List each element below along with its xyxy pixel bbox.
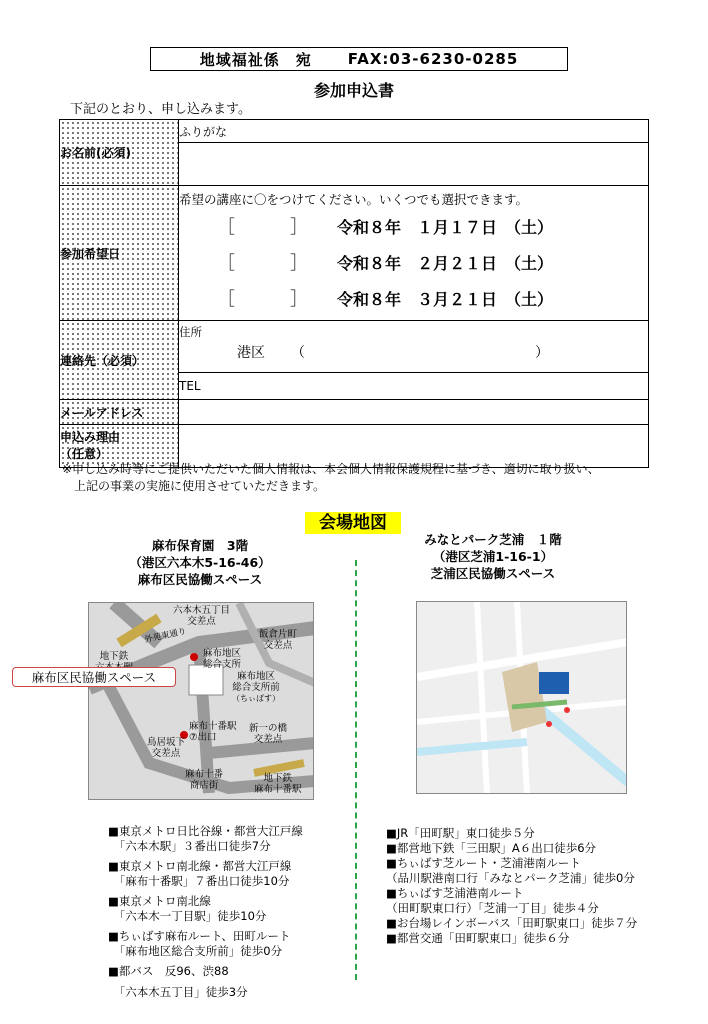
application-form	[59, 119, 649, 468]
access-line: （田町駅東口行）「芝浦一丁目」徒歩４分	[386, 901, 599, 915]
paren-open: （	[291, 345, 305, 361]
contact-label-cell	[60, 321, 179, 400]
course-option-1[interactable]	[179, 208, 648, 244]
reason-optional: （任意）	[60, 447, 109, 461]
access-line: ■ちぃばす芝ルート・芝浦港南ルート	[386, 856, 581, 870]
furigana-field[interactable]	[179, 120, 649, 143]
access-line: ■東京メトロ南北線・都営大江戸線	[108, 859, 292, 873]
date-label: 参加希望日	[60, 246, 121, 261]
access-line: ■お台場レインボーバス「田町駅東口」徒歩７分	[386, 916, 638, 930]
intro-text: 下記のとおり、申し込みます。	[70, 102, 251, 117]
left-access-list	[108, 824, 348, 1000]
access-line: ■ちぃばす麻布ルート、田町ルート	[108, 929, 291, 943]
ward-text: 港区	[237, 345, 265, 361]
access-line: ■都営地下鉄「三田駅」A６出口徒歩6分	[386, 841, 597, 855]
access-line: ■JR「田町駅」東口徒歩５分	[386, 826, 535, 840]
map-label-azabujuban: 麻布十番駅 ⑦出口	[189, 721, 237, 743]
access-line: 「麻布十番駅」７番出口徒歩10分	[108, 874, 290, 888]
bracket-close: ］	[290, 217, 308, 238]
map-label-toriizaka: 鳥居坂下 交差点	[147, 737, 186, 759]
map-label-gaien: 外苑東通り	[143, 626, 188, 646]
access-line: ■ちぃばす芝浦港南ルート	[386, 886, 524, 900]
name-label-cell	[60, 120, 179, 186]
furigana-label: ふりがな	[179, 124, 228, 139]
email-label-cell	[60, 400, 179, 425]
access-line: 「六本木五丁目」徒歩3分	[108, 985, 248, 999]
map-label-shotengai: 麻布十番 商店街	[185, 769, 224, 791]
date-field	[179, 186, 649, 321]
date-label-cell	[60, 186, 179, 321]
name-field[interactable]	[179, 143, 649, 186]
email-field[interactable]	[179, 400, 649, 425]
address-label: 住所	[179, 325, 202, 339]
right-venue-space: 芝浦区民協働スペース	[430, 566, 556, 581]
access-line: ■東京メトロ日比谷線・都営大江戸線	[108, 824, 303, 838]
access-line: ■東京メトロ南北線	[108, 894, 211, 908]
bracket-open: ［	[217, 253, 235, 274]
address-field[interactable]	[179, 321, 649, 373]
bracket-open: ［	[217, 289, 235, 310]
access-line: （品川駅港南口行「みなとパーク芝浦」徒歩0分	[386, 871, 635, 885]
privacy-note	[62, 461, 600, 495]
bracket-open: ［	[217, 217, 235, 238]
venue-callout: 麻布区民協働スペース	[12, 667, 176, 687]
access-line: 「六本木一丁目駅」徒歩10分	[108, 909, 267, 923]
course-option-2[interactable]	[179, 244, 648, 280]
left-venue-address: （港区六本木5-16-46）	[129, 555, 271, 570]
map-label-shinichi: 新一の橋 交差点	[249, 723, 288, 745]
reason-label: 申込み理由	[60, 430, 121, 444]
left-map	[88, 602, 314, 800]
name-label: お名前(必須)	[60, 146, 131, 160]
paren-close: ）	[535, 345, 549, 361]
fax-number: FAX:03-6230-0285	[347, 50, 519, 68]
date-instruction: 希望の講座に〇をつけてください。いくつでも選択できます。	[179, 192, 529, 207]
map-label-iikura: 飯倉片町 交差点	[259, 629, 298, 651]
left-venue-name: 麻布保育園 3階	[151, 538, 249, 553]
access-line: ■都バス 反96、渋88	[108, 964, 229, 978]
map-label-azabu-branch: 麻布地区 総合支所	[203, 648, 242, 670]
fax-header	[150, 47, 568, 71]
tel-field[interactable]	[179, 373, 649, 400]
map-label-roppongi-station: 地下鉄	[99, 651, 129, 662]
right-map	[416, 601, 627, 794]
left-venue-space: 麻布区民協働スペース	[137, 572, 263, 587]
course-date-3: 令和８年 ３月２１日 （土）	[337, 289, 554, 309]
map-label-roppongi5: 六本木五丁目 交差点	[173, 605, 231, 627]
left-venue-heading	[90, 537, 310, 588]
access-line: 「六本木駅」３番出口徒歩7分	[108, 839, 271, 853]
right-venue-name: みなとパーク芝浦 １階	[424, 532, 562, 547]
bracket-close: ］	[290, 253, 308, 274]
tel-label: TEL	[179, 379, 201, 393]
right-access-list	[386, 826, 686, 946]
course-option-3[interactable]	[179, 280, 648, 316]
map-label-azabu-stop: 麻布地区 総合支所前 （ちぃばす）	[232, 671, 280, 703]
email-label: メールアドレス	[60, 405, 144, 420]
privacy-note-line1: ※申し込み時等にご提供いただいた個人情報は、本会個人情報保護規程に基づき、適切に取り扱い、	[62, 462, 600, 476]
access-line: ■都営交通「田町駅東口」徒歩６分	[386, 931, 570, 945]
access-line: 「麻布地区総合支所前」徒歩0分	[108, 944, 283, 958]
right-map-graphic	[417, 602, 627, 794]
privacy-note-line2: 上記の事業の実施に使用させていただきます。	[74, 479, 326, 493]
course-date-1: 令和８年 １月１７日 （土）	[337, 217, 554, 237]
course-date-2: 令和８年 ２月２１日 （土）	[337, 253, 554, 273]
column-divider	[355, 560, 357, 980]
page-title: 参加申込書	[313, 81, 394, 100]
map-label-juban-station: 地下鉄 麻布十番駅	[254, 773, 302, 795]
right-venue-address: （港区芝浦1-16-1）	[432, 549, 554, 564]
recipient: 地域福祉係 宛	[199, 50, 312, 69]
contact-label: 連絡先（必須）	[60, 353, 145, 368]
map-section-title: 会場地図	[305, 512, 401, 534]
bracket-close: ］	[290, 289, 308, 310]
right-venue-heading	[398, 531, 588, 582]
